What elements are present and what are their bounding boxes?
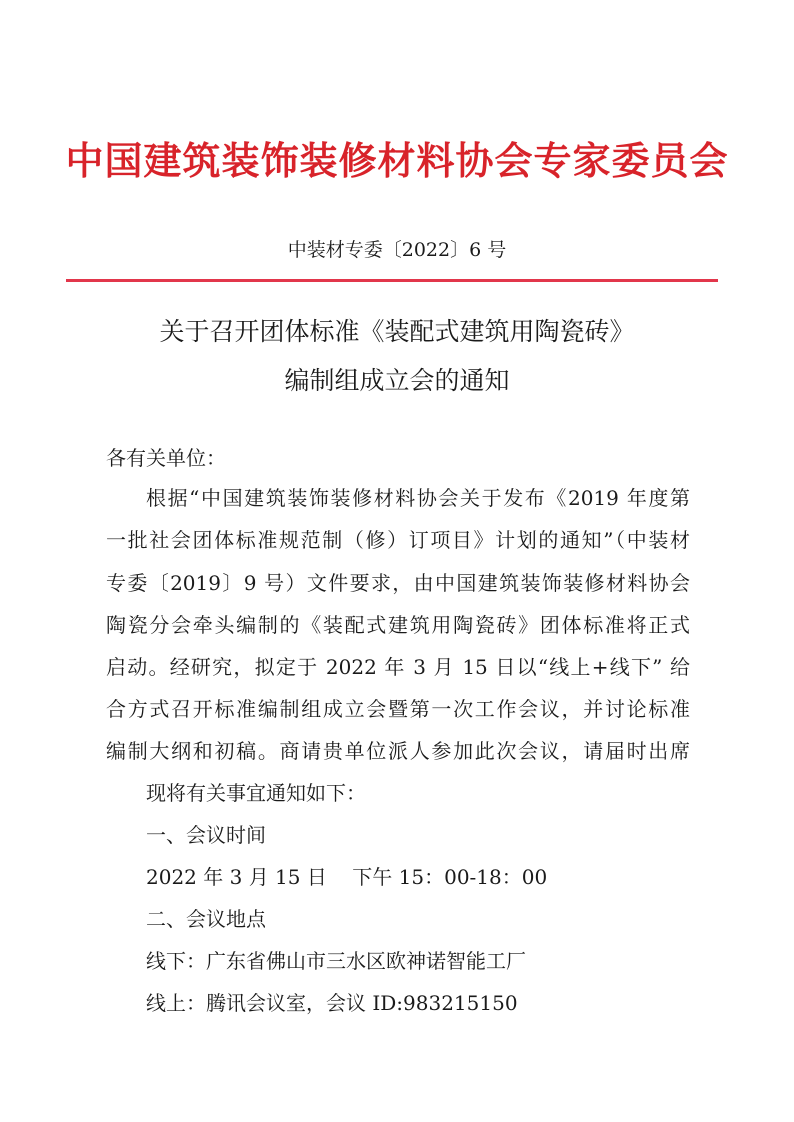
section-heading-location: 二、会议地点: [146, 907, 266, 931]
intro-line: 现将有关事宜通知如下：: [146, 781, 366, 805]
salutation: 各有关单位：: [106, 446, 226, 470]
paragraph-line: 合方式召开标准编制组成立会暨第一次工作会议，并讨论标准: [106, 697, 690, 721]
meeting-time: 2022 年 3 月 15 日 下午 15：00-18：00: [146, 865, 548, 889]
online-location: 线上：腾讯会议室，会议 ID:983215150: [146, 991, 518, 1015]
paragraph-line: 陶瓷分会牵头编制的《装配式建筑用陶瓷砖》团体标准将正式: [106, 613, 690, 637]
paragraph-line: 启动。经研究，拟定于 2022 年 3 月 15 日以“线上+线下” 给: [106, 655, 690, 679]
document-number: 中装材专委〔2022〕6 号: [287, 239, 507, 261]
document-title-line-1: 关于召开团体标准《装配式建筑用陶瓷砖》: [159, 317, 635, 346]
offline-location: 线下：广东省佛山市三水区欧神诺智能工厂: [146, 949, 526, 973]
document-title-line-2: 编制组成立会的通知: [284, 366, 510, 395]
section-heading-time: 一、会议时间: [146, 823, 266, 847]
paragraph-line: 专委〔2019〕9 号）文件要求，由中国建筑装饰装修材料协会: [106, 571, 690, 595]
red-divider-line: [66, 279, 718, 282]
paragraph-line: 根据“中国建筑装饰装修材料协会关于发布《2019 年度第: [146, 486, 690, 510]
paragraph-line: 一批社会团体标准规范制（修）订项目》计划的通知”（中装材: [106, 528, 690, 552]
paragraph-line: 编制大纲和初稿。商请贵单位派人参加此次会议，请届时出席: [106, 739, 690, 763]
organization-header: 中国建筑装饰装修材料协会专家委员会: [65, 139, 729, 183]
